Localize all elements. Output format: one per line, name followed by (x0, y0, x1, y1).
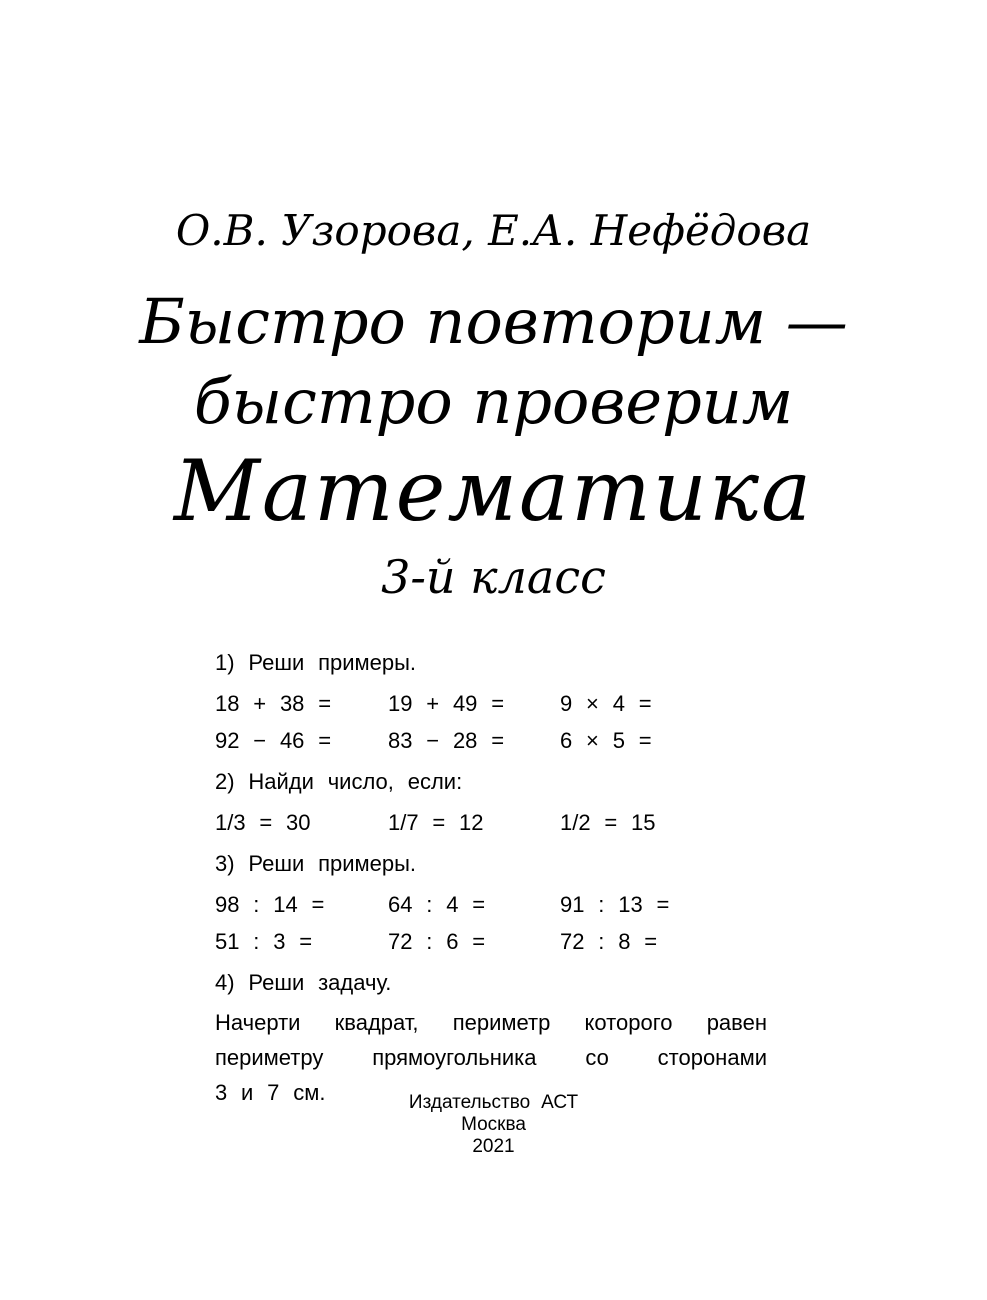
math-problem: 72 : 6 = (388, 929, 486, 954)
publisher-name: Издательство АСТ (408, 1092, 579, 1113)
authors-line: О.В. Узорова, Е.А. Нефёдова (175, 206, 812, 255)
math-problem: 51 : 3 = (215, 929, 313, 954)
math-problem: 83 − 28 = (388, 728, 505, 753)
math-problem: 1/3 = 30 (215, 810, 311, 835)
math-problem: 64 : 4 = (388, 892, 486, 917)
exercise-3-row-1 (215, 886, 767, 923)
exercise-3-row-2 (215, 923, 767, 960)
book-title-line-1: Быстро повторим — (139, 285, 848, 359)
math-problem: 91 : 13 = (560, 892, 670, 917)
math-problem: 6 × 5 = (560, 728, 652, 753)
math-problem: 18 + 38 = (215, 691, 332, 716)
title-block (0, 206, 987, 605)
exercise-1-row-1 (215, 685, 767, 722)
math-problem: 72 : 8 = (560, 929, 658, 954)
math-problem: 19 + 49 = (388, 691, 505, 716)
math-problem: 1/7 = 12 (388, 810, 484, 835)
exercises-block (215, 640, 767, 1110)
math-problem: 98 : 14 = (215, 892, 325, 917)
exercise-4-label: 4) Реши задачу. (215, 970, 392, 995)
exercise-1-row-2 (215, 722, 767, 759)
math-problem: 92 − 46 = (215, 728, 332, 753)
math-problem: 1/2 = 15 (560, 810, 656, 835)
grade-label: 3-й класс (381, 549, 606, 604)
subject-title: Математика (173, 442, 814, 541)
exercise-2-label: 2) Найди число, если: (215, 769, 463, 794)
book-title-line-2: быстро проверим (193, 364, 794, 438)
math-problem: 9 × 4 = (560, 691, 652, 716)
exercise-2-row-1 (215, 804, 767, 841)
publisher-city: Москва (461, 1114, 526, 1135)
task-line: периметру прямоугольника со сторонами (215, 1045, 767, 1070)
exercise-1-label: 1) Реши примеры. (215, 650, 417, 675)
task-line: 3 и 7 см. (215, 1080, 326, 1105)
exercise-3-label: 3) Реши примеры. (215, 851, 417, 876)
publisher-block (0, 1092, 987, 1158)
publisher-year: 2021 (472, 1136, 515, 1157)
task-line: Начерти квадрат, периметр которого равен (215, 1010, 767, 1035)
